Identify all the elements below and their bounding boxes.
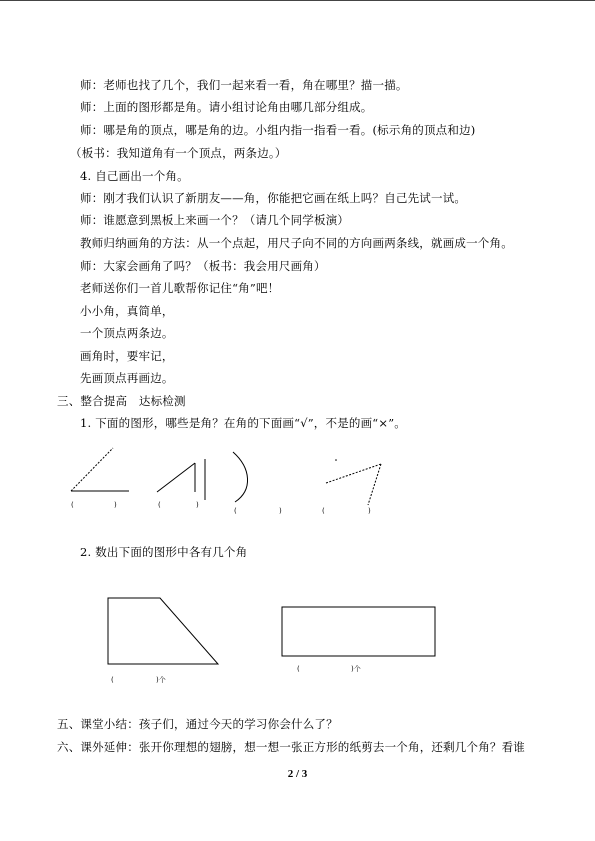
rectangle-blank-open: ( [297,665,300,673]
blank-2-close: ) [196,501,199,509]
section-heading-6: 六、课外延伸：张开你理想的翅膀，想一想一张正方形的纸剪去一个角，还剩几个角？看谁 [57,740,525,754]
figure-angle-2 [157,459,205,500]
section-heading-3: 三、整合提高 达标检测 [57,394,186,408]
text-line-6: 师：刚才我们认识了新朋友——角，你能把它画在纸上吗？自己先试一试。 [80,191,467,205]
exercise-1-prompt: 1. 下面的图形，哪些是角？在角的下面画“√”，不是的画“×”。 [80,416,407,430]
text-line-5: 4. 自己画出一个角。 [80,169,189,183]
blank-4-open: ( [322,507,325,515]
page-top-rule [0,0,595,1]
rhyme-line-3: 画角时，要牢记， [80,349,174,363]
figure-rectangle [282,607,435,656]
exercise-2-answer-blanks [111,664,361,684]
blank-2-open: ( [158,501,161,509]
text-line-2: 师：上面的图形都是角。请小组讨论角由哪几部分组成。 [80,100,373,114]
figure-curve-3 [233,452,248,502]
blank-1-open: ( [71,501,74,509]
figure-trapezoid [108,598,218,664]
exercise-2-prompt: 2. 数出下面的图形中各有几个角 [80,545,248,559]
rhyme-line-1: 小小角，真简单， [80,304,174,318]
trapezoid-blank-close: )个 [156,676,166,684]
section-heading-5: 五、课堂小结：孩子们，通过今天的学习你会什么了？ [57,717,338,731]
text-line-3: 师：哪是角的顶点，哪是角的边。小组内指一指看一看。(标示角的顶点和边) [80,123,476,137]
exercise-1-answer-blanks [71,501,371,515]
text-line-4: （板书：我知道角有一个顶点，两条边。） [70,146,287,160]
text-line-7: 师：谁愿意到黑板上来画一个？（请几个同学板演） [80,213,350,227]
text-line-1: 师：老师也找了几个，我们一起来看一看，角在哪里？描一描。 [80,78,408,92]
figure-angle-4 [326,464,381,505]
blank-4-close: ) [368,507,371,515]
exercise-2-figures [108,598,435,664]
exercise-1-figures [71,448,381,505]
figure-dot [335,459,337,461]
rhyme-line-2: 一个顶点两条边。 [80,326,174,340]
rectangle-blank-close: )个 [351,665,361,673]
text-line-10: 老师送你们一首儿歌帮你记住“角”吧！ [80,281,280,295]
figure-angle-1 [71,448,129,491]
text-line-9: 师：大家会画角了吗？（板书：我会用尺画角） [80,259,326,273]
blank-3-close: ) [279,507,282,515]
page-number: 2 / 3 [287,768,308,780]
trapezoid-blank-open: ( [111,676,114,684]
blank-3-open: ( [234,507,237,515]
text-line-8: 教师归纳画角的方法：从一个点起，用尺子向不同的方向画两条线，就画成一个角。 [80,236,513,250]
rhyme-line-4: 先画顶点再画边。 [80,371,174,385]
blank-1-close: ) [114,501,117,509]
